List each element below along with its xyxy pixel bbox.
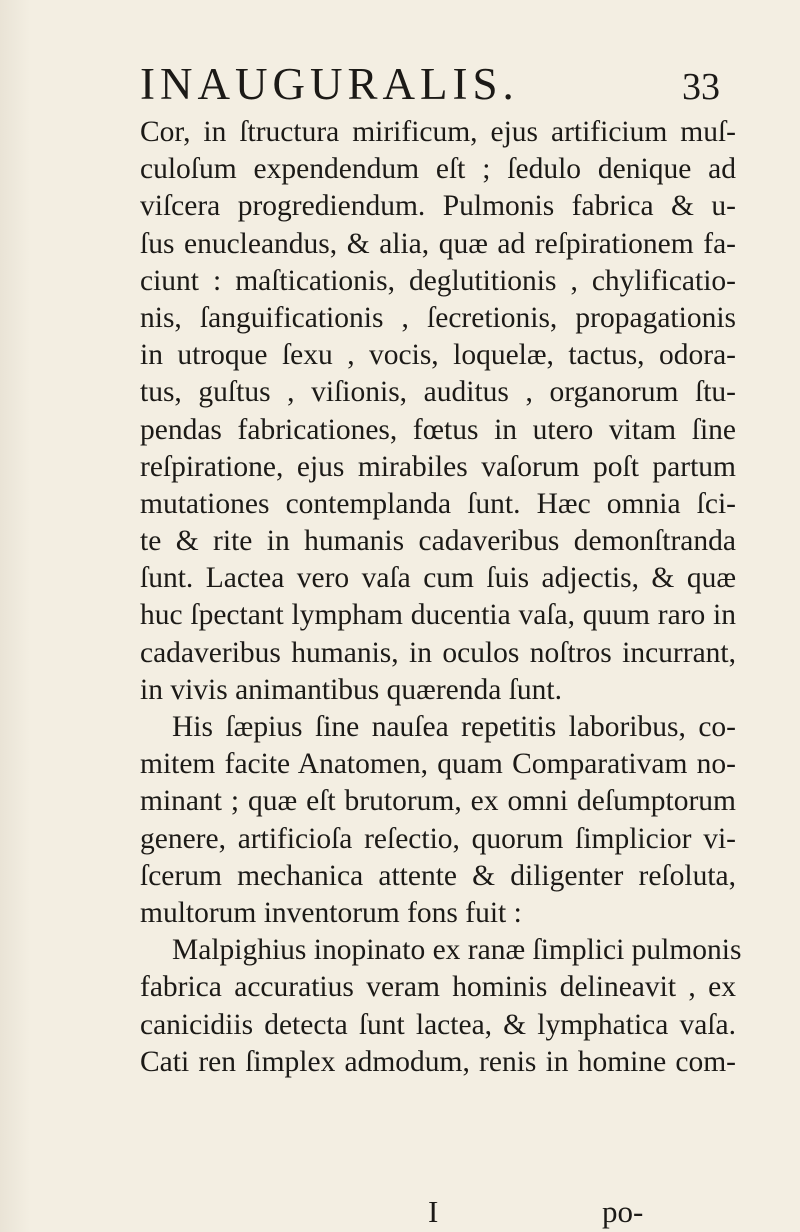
text-line: Cati ren ſimplex admodum, renis in homine com- [140, 1045, 736, 1078]
text-line: in vivis animantibus quærenda ſunt. [140, 673, 562, 706]
text-line: ſus enucleandus, & alia, quæ ad reſpirationem fa- [140, 227, 736, 260]
text-line: multorum inventorum fons fuit : [140, 896, 522, 929]
text-line: ſcerum mechanica attente & diligenter reſoluta, [140, 859, 736, 892]
text-line: ciunt : maſticationis, deglutitionis , chylificatio- [140, 264, 736, 297]
text-line: culoſum expendendum eſt ; ſedulo denique ad [140, 153, 736, 186]
text-line: minant ; quæ eſt brutorum, ex omni deſumptorum [140, 785, 736, 818]
text-line: His ſæpius ſine nauſea repetitis laboribus, co- [172, 711, 736, 743]
text-line: tus, guſtus , viſionis, auditus , organorum ſtu- [140, 376, 736, 409]
text-line: ſunt. Lactea vero vaſa cum ſuis adjectis, & quæ [140, 562, 736, 595]
text-line: cadaveribus humanis, in oculos noſtros incurrant, [140, 636, 736, 669]
catchword: po- [602, 1194, 644, 1229]
text-line: fabrica accuratius veram hominis delineavit , ex [140, 971, 736, 1004]
text-line: mutationes contemplanda ſunt. Hæc omnia ſci- [140, 487, 736, 520]
running-head: INAUGURALIS. [140, 59, 519, 109]
page-header [140, 58, 720, 110]
text-line: nis, ſanguificationis , ſecretionis, propagationis [140, 301, 736, 334]
text-line: mitem facite Anatomen, quam Comparativam no- [140, 748, 736, 781]
text-line: reſpiratione, ejus mirabiles vaſorum poſt partum [140, 450, 736, 483]
text-line: Cor, in ſtructura mirificum, ejus artificium muſ- [140, 116, 736, 148]
text-line: pendas fabricationes, fœtus in utero vitam ſine [140, 413, 736, 446]
text-line: te & rite in humanis cadaveribus demonſtranda [140, 525, 736, 558]
body-text [140, 114, 742, 1081]
text-line: genere, artificioſa reſectio, quorum ſimplicior vi- [140, 822, 736, 855]
page-number: 33 [682, 66, 720, 108]
text-line: Malpighius inopinato ex ranæ ſimplici pulmonis [172, 934, 742, 967]
text-line: viſcera progrediendum. Pulmonis fabrica & u- [140, 190, 736, 223]
signature-mark: I [428, 1194, 439, 1229]
text-line: huc ſpectant lympham ducentia vaſa, quum raro in [140, 599, 736, 632]
text-line: canicidiis detecta ſunt lactea, & lymphatica vaſa. [140, 1008, 736, 1041]
text-line: in utroque ſexu , vocis, loquelæ, tactus, odora- [140, 339, 736, 372]
